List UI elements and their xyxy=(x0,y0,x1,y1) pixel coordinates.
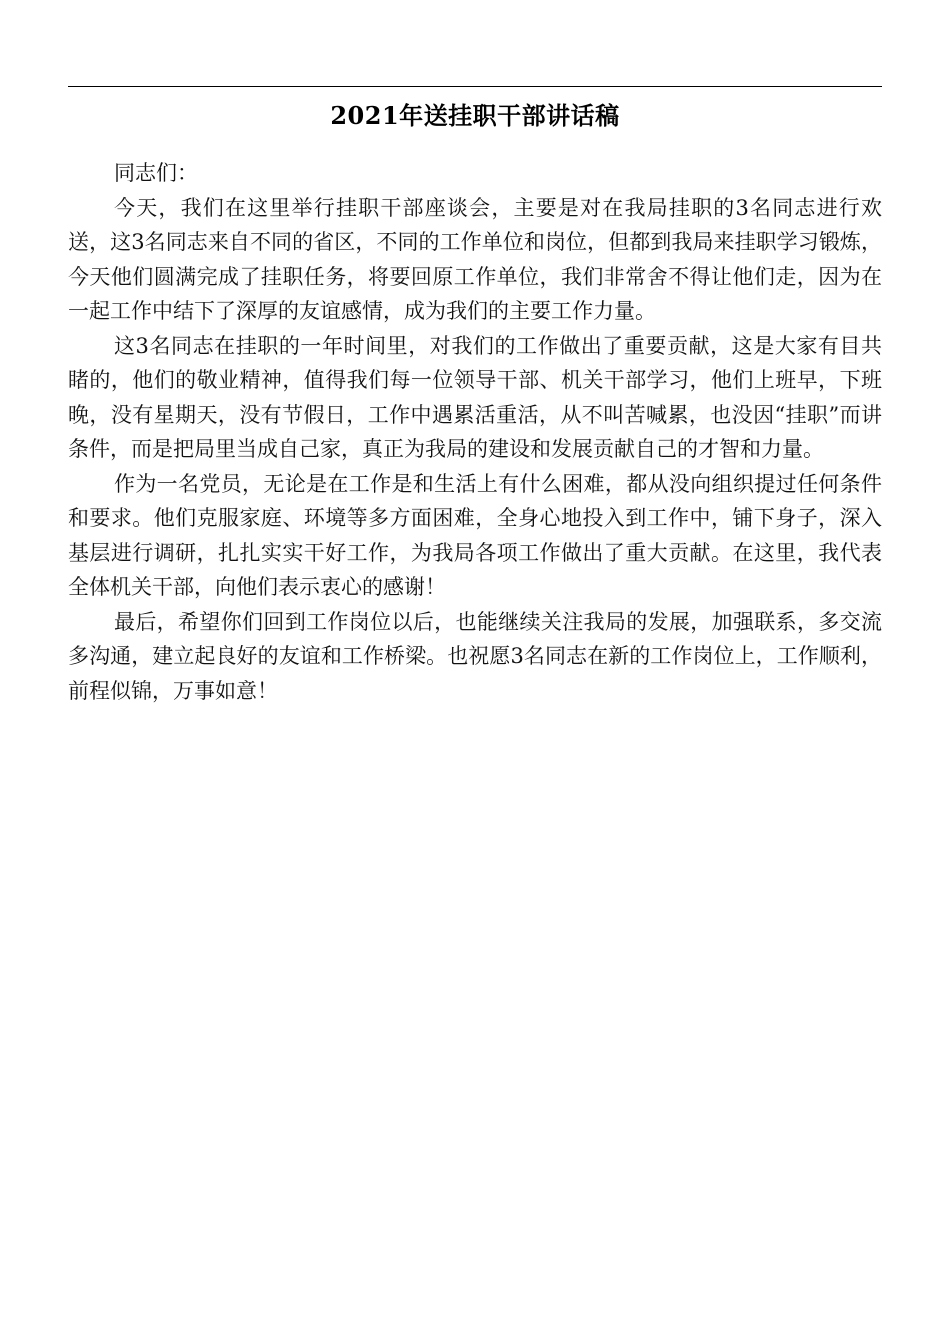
salutation: 同志们： xyxy=(114,161,198,185)
paragraph-2: 这3名同志在挂职的一年时间里，对我们的工作做出了重要贡献，这是大家有目共睹的，他们的敬业精神，值得我们每一位领导干部、机关干部学习，他们上班早，下班晚，没有星期天，没有节假日，工作中遇累活重活，从不叫苦喊累，也没因“挂职”而讲条件，而是把局里当成自己家，真正为我局的建设和发展贡献自己的才智和力量。 xyxy=(68,333,882,461)
document-body xyxy=(68,156,882,708)
paragraph-4: 最后，希望你们回到工作岗位以后，也能继续关注我局的发展，加强联系，多交流多沟通，建立起良好的友谊和工作桥梁。也祝愿3名同志在新的工作岗位上，工作顺利，前程似锦，万事如意！ xyxy=(68,609,882,703)
paragraph-3: 作为一名党员，无论是在工作是和生活上有什么困难，都从没向组织提过任何条件和要求。他们克服家庭、环境等多方面困难，全身心地投入到工作中，铺下身子，深入基层进行调研，扎扎实实干好工作，为我局各项工作做出了重大贡献。在这里，我代表全体机关干部，向他们表示衷心的感谢！ xyxy=(68,471,882,599)
document-title: 2021年送挂职干部讲话稿 xyxy=(330,101,620,130)
paragraph-1: 今天，我们在这里举行挂职干部座谈会，主要是对在我局挂职的3名同志进行欢送，这3名同志来自不同的省区，不同的工作单位和岗位，但都到我局来挂职学习锻炼，今天他们圆满完成了挂职任务，将要回原工作单位，我们非常舍不得让他们走，因为在一起工作中结下了深厚的友谊感情，成为我们的主要工作力量。 xyxy=(68,195,882,323)
header-rule xyxy=(68,86,882,87)
